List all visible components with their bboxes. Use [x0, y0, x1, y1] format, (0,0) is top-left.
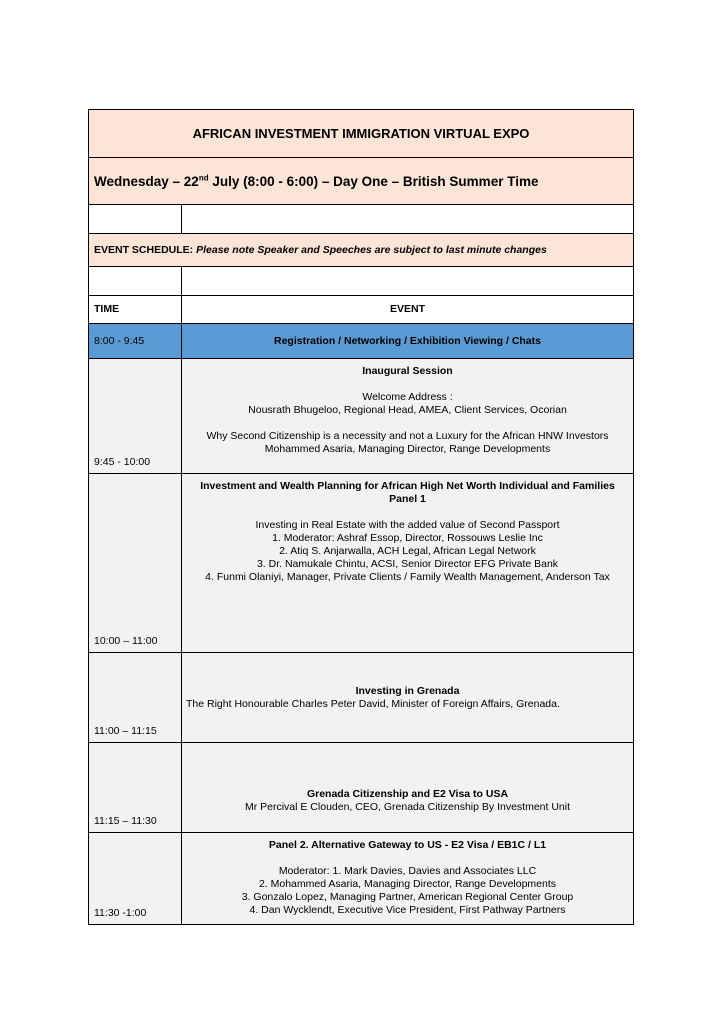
event-title: Grenada Citizenship and E2 Visa to USA [306, 788, 509, 800]
blank-row [89, 205, 634, 234]
schedule-row [89, 359, 634, 474]
day-prefix: Wednesday – 22 [94, 173, 199, 189]
speaker-item: 3. Gonzalo Lopez, Managing Partner, American Regional Center Group [241, 891, 574, 903]
event-title: Inaugural Session [362, 365, 453, 377]
event-line: Investing in Real Estate with the added value of Second Passport [255, 519, 560, 531]
day-heading [89, 158, 634, 205]
time-cell [89, 359, 182, 474]
speaker-item: 2. Mohammed Asaria, Managing Director, Range Developments [258, 878, 557, 890]
event-line: Why Second Citizenship is a necessity and not a Luxury for the African HNW Investors [206, 430, 609, 442]
schedule-row [89, 474, 634, 653]
title-row [89, 110, 634, 158]
event-line: Moderator: 1. Mark Davies, Davies and Associates LLC [278, 865, 537, 877]
note-text: Please note Speaker and Speeches are subject to last minute changes [196, 243, 547, 256]
time-cell [89, 743, 182, 833]
speaker-item: 3. Dr. Namukale Chintu, ACSI, Senior Director EFG Private Bank [256, 558, 559, 570]
time-label: 11:15 – 11:30 [94, 815, 157, 827]
event-line: Welcome Address : [362, 391, 453, 403]
event-title: Panel 2. Alternative Gateway to US - E2 Visa / EB1C / L1 [268, 839, 547, 851]
speaker-item: 4. Funmi Olaniyi, Manager, Private Clients / Family Wealth Management, Anderson Tax [205, 571, 610, 583]
schedule-row [89, 653, 634, 743]
event-subtitle: Panel 1 [389, 493, 426, 505]
speaker-item: 4. Dan Wycklendt, Executive Vice President, First Pathway Partners [249, 904, 566, 916]
time-header: TIME [89, 296, 182, 324]
event-line: Nousrath Bhugeloo, Regional Head, AMEA, Client Services, Ocorian [248, 404, 567, 416]
blank-cell [182, 267, 634, 296]
speaker-list [186, 878, 629, 917]
blank-cell [89, 267, 182, 296]
day-row [89, 158, 634, 205]
blank-row [89, 267, 634, 296]
event-title: Investing in Grenada [355, 685, 460, 697]
schedule-row [89, 324, 634, 359]
speaker-item: 1. Moderator: Ashraf Essop, Director, Rossouws Leslie Inc [272, 532, 543, 544]
schedule-note [89, 234, 634, 267]
header-row [89, 296, 634, 324]
time-cell [89, 833, 182, 925]
time-cell [89, 474, 182, 653]
expo-title: AFRICAN INVESTMENT IMMIGRATION VIRTUAL EXPO [89, 110, 634, 158]
note-label: EVENT SCHEDULE: [94, 243, 197, 256]
time-label: 11:30 -1:00 [94, 907, 147, 919]
time-cell: 8:00 - 9:45 [89, 324, 182, 359]
event-line: The Right Honourable Charles Peter David, Minister of Foreign Affairs, Grenada. [186, 698, 560, 710]
event-cell [182, 743, 634, 833]
schedule-sheet [88, 109, 633, 925]
blank-cell [89, 205, 182, 234]
time-label: 10:00 – 11:00 [94, 635, 158, 647]
schedule-row [89, 743, 634, 833]
note-row [89, 234, 634, 267]
time-label: 9:45 - 10:00 [94, 456, 151, 468]
schedule-row [89, 833, 634, 925]
blank-cell [182, 205, 634, 234]
event-cell [182, 359, 634, 474]
event-cell [182, 474, 634, 653]
event-line: Mohammed Asaria, Managing Director, Range Developments [264, 443, 551, 455]
speaker-list [186, 532, 629, 584]
event-header: EVENT [182, 296, 634, 324]
time-cell [89, 653, 182, 743]
speaker-item: 2. Atiq S. Anjarwalla, ACH Legal, African Legal Network [279, 545, 536, 557]
event-title: Registration / Networking / Exhibition Viewing / Chats [182, 324, 634, 359]
day-suffix: July (8:00 - 6:00) – Day One – British Summer Time [208, 173, 539, 189]
day-ordinal: nd [198, 173, 209, 182]
event-cell [182, 833, 634, 925]
time-label: 11:00 – 11:15 [94, 725, 157, 737]
event-line: Mr Percival E Clouden, CEO, Grenada Citizenship By Investment Unit [244, 801, 571, 813]
event-title: Investment and Wealth Planning for African High Net Worth Individual and Families [200, 480, 615, 492]
event-cell [182, 653, 634, 743]
schedule-table [88, 109, 634, 925]
